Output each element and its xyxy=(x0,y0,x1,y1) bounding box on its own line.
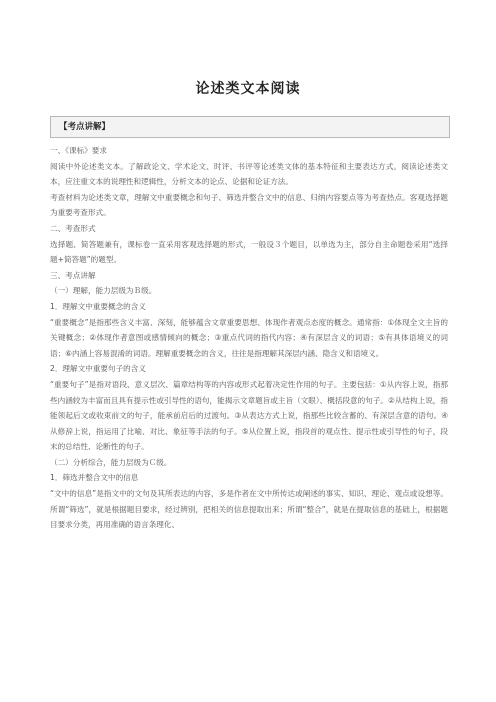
subheading-understanding: （一）理解，能力层级为Ｂ级。 xyxy=(50,286,157,296)
item-information-heading: 1．筛选并整合文中的信息 xyxy=(50,473,139,483)
heading-key-points: 三、考点讲解 xyxy=(50,270,96,280)
paragraph-concepts: “重要概念”是指那些含义丰富、深刻，能够蕴含文章重要思想、体现作者观点态度的概念。通常指：①体现全文主旨的关键概念；②体现作者意图或感情倾向的概念；③重点代词的指代内容；④有深层含义的词语；⑤有具体语境义的词语；⑥内涵上容易混淆的词语。理解重要概念的含义，往往是指理解其深层内涵、隐含义和语境义。 xyxy=(50,317,448,358)
document-body xyxy=(50,143,448,533)
paragraph-curriculum: 阅读中外论述类文本。了解政论文、学术论文、时评、书评等论述类文体的基本特征和主要表达方式。阅读论述类文本，应注重文本的说理性和逻辑性，分析文本的论点、论据和论证方法。 xyxy=(50,161,448,187)
paragraph-exam-format: 选择题、简答题兼有，课标卷一直采用客观选择题的形式，一般设３个题目，以单选为主，部分自主命题卷采用“选择题+简答题”的题型。 xyxy=(50,239,448,265)
paragraph-information: “文中的信息”是指文中的文句及其所表达的内容，多是作者在文中所传达或阐述的事实、知识、理论、观点或设想等。所谓“筛选”，就是根据题目要求，经过辨别，把相关的信息提取出来；所谓“整合”，就是在提取信息的基础上，根据题目要求分类，再用准确的语言条理化、 xyxy=(50,489,448,530)
section-header-box xyxy=(50,116,450,138)
heading-curriculum: 一、《课标》要求 xyxy=(50,146,107,155)
section-header-label: 【考点讲解】 xyxy=(59,122,111,132)
paragraph-sentences: “重要句子”是指对语段、意义层次、篇章结构等的内容或形式起着决定性作用的句子。主要包括：①从内容上说，指那些内涵较为丰富而且具有提示性或引导性的语句，能揭示文章题旨或主旨（文眼）、概括段意的句子。②从结构上说，指能领起后文或收束前文的句子，能承前启后的过渡句。③从表达方式上说，指那些比较含蓄的、有深层含意的语句。④从修辞上说，指运用了比喻、对比、象征等手法的句子。⑤从位置上说，指段首的观点性、提示性或引导性的句子，段末的总结性、论断性的句子。 xyxy=(50,379,448,452)
item-concepts-heading: 1．理解文中重要概念的含义 xyxy=(50,301,146,311)
subheading-analysis: （二）分析综合，能力层级为Ｃ级。 xyxy=(50,457,172,467)
document-title: 论述类文本阅读 xyxy=(195,81,301,97)
item-sentences-heading: 2．理解文中重要句子的含义 xyxy=(50,364,146,374)
heading-exam-format: 二、考查形式 xyxy=(50,223,96,233)
paragraph-materials: 考查材料为论述类文章，理解文中重要概念和句子、筛选并整合文中的信息、归纳内容要点等为考查热点。客观选择题为重要考查形式。 xyxy=(50,192,448,218)
